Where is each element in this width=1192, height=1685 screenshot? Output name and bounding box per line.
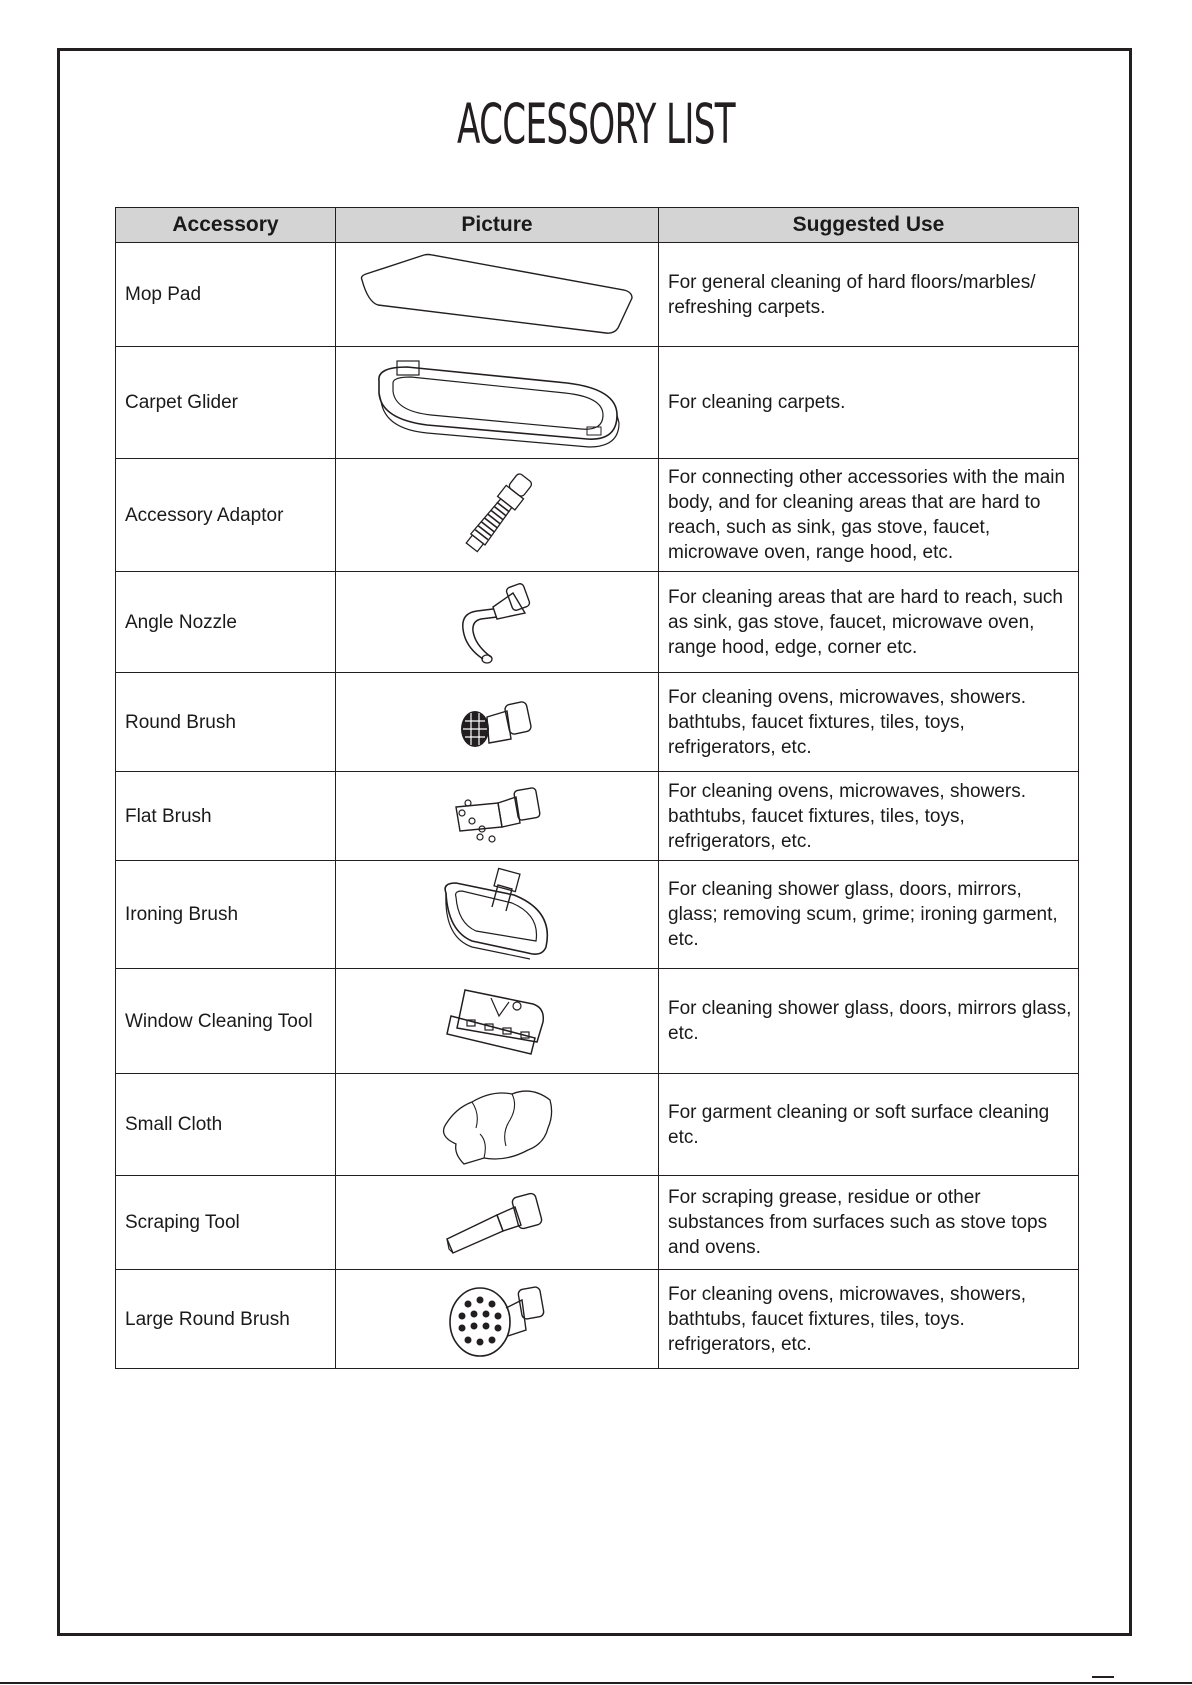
- accessory-name: Carpet Glider: [116, 347, 336, 459]
- round-brush-icon: [447, 687, 547, 757]
- accessory-name: Mop Pad: [116, 243, 336, 347]
- accessory-picture: [336, 459, 659, 572]
- accessory-picture: [336, 861, 659, 969]
- accessory-name: Accessory Adaptor: [116, 459, 336, 572]
- table-row: [116, 1176, 1079, 1270]
- accessory-picture: [336, 1270, 659, 1369]
- accessory-picture: [336, 1074, 659, 1176]
- suggested-use: For cleaning carpets.: [659, 347, 1079, 459]
- suggested-use: For general cleaning of hard floors/marbles/ refreshing carpets.: [659, 243, 1079, 347]
- accessory-name: Ironing Brush: [116, 861, 336, 969]
- accessory-picture: [336, 347, 659, 459]
- accessory-name: Angle Nozzle: [116, 572, 336, 673]
- suggested-use: For cleaning shower glass, doors, mirrors glass, etc.: [659, 969, 1079, 1074]
- accessory-table: [115, 207, 1079, 1369]
- suggested-use: For cleaning areas that are hard to reach, such as sink, gas stove, faucet, microwave oven, range hood, edge, corner etc.: [659, 572, 1079, 673]
- table-row: [116, 772, 1079, 861]
- suggested-use: For scraping grease, residue or other substances from surfaces such as stove tops and ovens.: [659, 1176, 1079, 1270]
- table-row: [116, 1074, 1079, 1176]
- accessory-name: Window Cleaning Tool: [116, 969, 336, 1074]
- bottom-rule: [0, 1682, 1192, 1684]
- table-header-row: [116, 208, 1079, 243]
- large-round-brush-icon: [442, 1274, 552, 1364]
- table-row: [116, 969, 1079, 1074]
- table-row: [116, 459, 1079, 572]
- suggested-use: For cleaning ovens, microwaves, showers. bathtubs, faucet fixtures, tiles, toys, refrigerators, etc.: [659, 673, 1079, 772]
- accessory-picture: [336, 1176, 659, 1270]
- header-picture: Picture: [336, 208, 659, 243]
- accessory-picture: [336, 772, 659, 861]
- table-row: [116, 572, 1079, 673]
- accessory-name: Small Cloth: [116, 1074, 336, 1176]
- window-cleaning-tool-icon: [437, 976, 557, 1066]
- bottom-mark: [1092, 1676, 1114, 1678]
- carpet-glider-icon: [367, 353, 627, 453]
- suggested-use: For cleaning shower glass, doors, mirrors, glass; removing scum, grime; ironing garment, etc.: [659, 861, 1079, 969]
- mop-pad-icon: [352, 250, 642, 340]
- accessory-picture: [336, 243, 659, 347]
- page-title: ACCESSORY LIST: [456, 92, 736, 156]
- accessory-picture: [336, 969, 659, 1074]
- small-cloth-icon: [432, 1080, 562, 1170]
- accessory-name: Round Brush: [116, 673, 336, 772]
- table-row: [116, 347, 1079, 459]
- flat-brush-icon: [442, 781, 552, 851]
- scraping-tool-icon: [437, 1183, 557, 1263]
- accessory-picture: [336, 572, 659, 673]
- header-suggested-use: Suggested Use: [659, 208, 1079, 243]
- table-row: [116, 243, 1079, 347]
- suggested-use: For cleaning ovens, microwaves, showers. bathtubs, faucet fixtures, tiles, toys, refrigerators, etc.: [659, 772, 1079, 861]
- suggested-use: For connecting other accessories with the main body, and for cleaning areas that are hard to reach, such as sink, gas stove, faucet, microwave oven, range hood, etc.: [659, 459, 1079, 572]
- accessory-adaptor-icon: [442, 470, 552, 560]
- suggested-use: For cleaning ovens, microwaves, showers, bathtubs, faucet fixtures, tiles, toys. refrigerators, etc.: [659, 1270, 1079, 1369]
- accessory-picture: [336, 673, 659, 772]
- accessory-name: Scraping Tool: [116, 1176, 336, 1270]
- table-row: [116, 861, 1079, 969]
- accessory-name: Large Round Brush: [116, 1270, 336, 1369]
- ironing-brush-icon: [432, 867, 562, 962]
- suggested-use: For garment cleaning or soft surface cleaning etc.: [659, 1074, 1079, 1176]
- table-row: [116, 1270, 1079, 1369]
- table-row: [116, 673, 1079, 772]
- accessory-name: Flat Brush: [116, 772, 336, 861]
- angle-nozzle-icon: [447, 577, 547, 667]
- header-accessory: Accessory: [116, 208, 336, 243]
